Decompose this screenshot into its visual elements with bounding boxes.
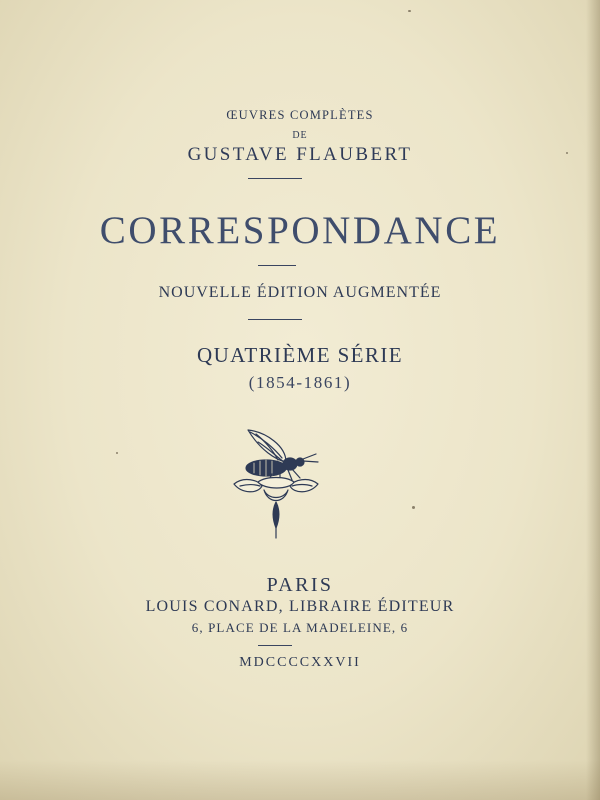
book-title: CORRESPONDANCE xyxy=(99,209,501,252)
publisher-name: LOUIS CONARD, LIBRAIRE ÉDITEUR xyxy=(145,598,455,615)
paper-speck xyxy=(408,10,411,12)
year-range: (1854-1861) xyxy=(248,373,352,392)
edition-line: NOUVELLE ÉDITION AUGMENTÉE xyxy=(158,284,442,301)
bee-on-flower-icon xyxy=(228,424,324,542)
divider-rule xyxy=(258,265,296,266)
author-name: GUSTAVE FLAUBERT xyxy=(187,144,413,165)
publisher-address: 6, PLACE DE LA MADELEINE, 6 xyxy=(191,620,409,635)
divider-rule xyxy=(248,319,302,320)
page-bottom-shadow xyxy=(0,760,600,800)
series-label: ŒUVRES COMPLÈTES xyxy=(226,108,374,122)
series-number: QUATRIÈME SÉRIE xyxy=(197,343,403,367)
author-preposition: DE xyxy=(292,130,308,141)
divider-rule xyxy=(248,178,302,179)
publication-city: PARIS xyxy=(266,574,334,596)
divider-rule xyxy=(258,645,292,646)
paper-speck xyxy=(412,506,415,509)
publication-year: MDCCCCXXVII xyxy=(239,655,361,670)
paper-speck xyxy=(116,452,118,454)
